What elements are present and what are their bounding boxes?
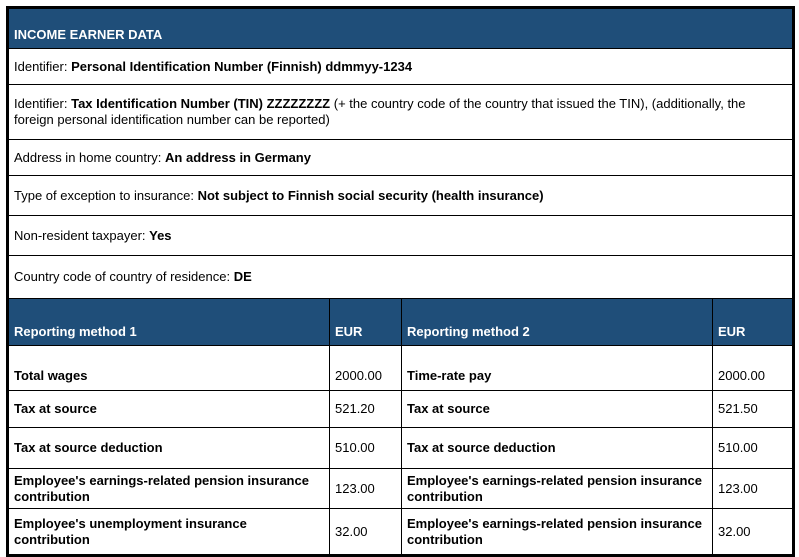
row-value-method1: 510.00 bbox=[330, 428, 402, 469]
table-row-pension-insurance-contribution bbox=[9, 469, 793, 509]
row-label-method2: Employee's earnings-related pension insurance contribution bbox=[402, 469, 713, 509]
row-label-method1: Total wages bbox=[9, 346, 330, 391]
info-cell-residence-country-code bbox=[9, 256, 793, 299]
row-label-method1: Tax at source deduction bbox=[9, 428, 330, 469]
row-value-method2: 123.00 bbox=[713, 469, 793, 509]
income-earner-info-table bbox=[8, 8, 793, 299]
info-row-home-address bbox=[9, 140, 793, 176]
row-value-method2: 32.00 bbox=[713, 509, 793, 555]
info-label: Country code of country of residence: bbox=[14, 269, 234, 284]
column-header-reporting-method-2: Reporting method 2 bbox=[402, 299, 713, 346]
info-row-insurance-exception bbox=[9, 176, 793, 216]
info-value: Not subject to Finnish social security (health insurance) bbox=[197, 187, 544, 203]
column-header-reporting-method-1: Reporting method 1 bbox=[9, 299, 330, 346]
row-value-method1: 32.00 bbox=[330, 509, 402, 555]
info-row-nonresident-taxpayer bbox=[9, 216, 793, 256]
info-row-identifier-pin bbox=[9, 49, 793, 85]
info-label: Identifier: bbox=[14, 96, 72, 111]
info-cell-home-address bbox=[9, 140, 793, 176]
info-label: Non-resident taxpayer: bbox=[14, 227, 150, 243]
section-title-text: INCOME EARNER DATA bbox=[14, 27, 163, 42]
section-header-row bbox=[9, 9, 793, 49]
info-suffix: (+ the country code of the country that issued the TIN), (additionally, the foreign personal identification number can be reported) bbox=[14, 96, 746, 127]
table-row-total-wages bbox=[9, 346, 793, 391]
info-value: An address in Germany bbox=[165, 149, 311, 165]
row-label-method2: Time-rate pay bbox=[402, 346, 713, 391]
info-cell-insurance-exception bbox=[9, 176, 793, 216]
row-label-method2: Tax at source bbox=[402, 391, 713, 428]
info-label: Address in home country: bbox=[14, 149, 166, 165]
column-header-eur-2: EUR bbox=[713, 299, 793, 346]
reporting-methods-header-row bbox=[9, 299, 793, 346]
info-value: DE bbox=[233, 269, 252, 284]
info-label: Type of exception to insurance: bbox=[14, 187, 198, 203]
info-row-identifier-tin bbox=[9, 85, 793, 140]
info-value: Personal Identification Number (Finnish) ddmmyy-1234 bbox=[71, 58, 413, 74]
row-value-method1: 123.00 bbox=[330, 469, 402, 509]
row-value-method2: 2000.00 bbox=[713, 346, 793, 391]
info-cell-identifier-pin bbox=[9, 49, 793, 85]
row-value-method1: 2000.00 bbox=[330, 346, 402, 391]
table-row-tax-at-source-deduction bbox=[9, 428, 793, 469]
row-value-method2: 521.50 bbox=[713, 391, 793, 428]
column-header-eur-1: EUR bbox=[330, 299, 402, 346]
info-value: Tax Identification Number (TIN) ZZZZZZZZ bbox=[71, 96, 331, 111]
row-label-method2: Tax at source deduction bbox=[402, 428, 713, 469]
reporting-methods-table bbox=[8, 298, 793, 555]
info-value: Yes bbox=[149, 227, 172, 243]
row-label-method1: Employee's unemployment insurance contribution bbox=[9, 509, 330, 555]
row-label-method1: Employee's earnings-related pension insurance contribution bbox=[9, 469, 330, 509]
income-earner-data-document bbox=[6, 6, 795, 557]
table-row-unemployment-insurance-contribution bbox=[9, 509, 793, 555]
info-label: Identifier: bbox=[14, 58, 72, 74]
row-value-method1: 521.20 bbox=[330, 391, 402, 428]
row-label-method1: Tax at source bbox=[9, 391, 330, 428]
info-cell-identifier-tin bbox=[9, 85, 793, 140]
row-value-method2: 510.00 bbox=[713, 428, 793, 469]
info-cell-nonresident-taxpayer bbox=[9, 216, 793, 256]
row-label-method2: Employee's earnings-related pension insurance contribution bbox=[402, 509, 713, 555]
section-title bbox=[9, 9, 793, 49]
table-row-tax-at-source bbox=[9, 391, 793, 428]
info-row-residence-country-code bbox=[9, 256, 793, 299]
